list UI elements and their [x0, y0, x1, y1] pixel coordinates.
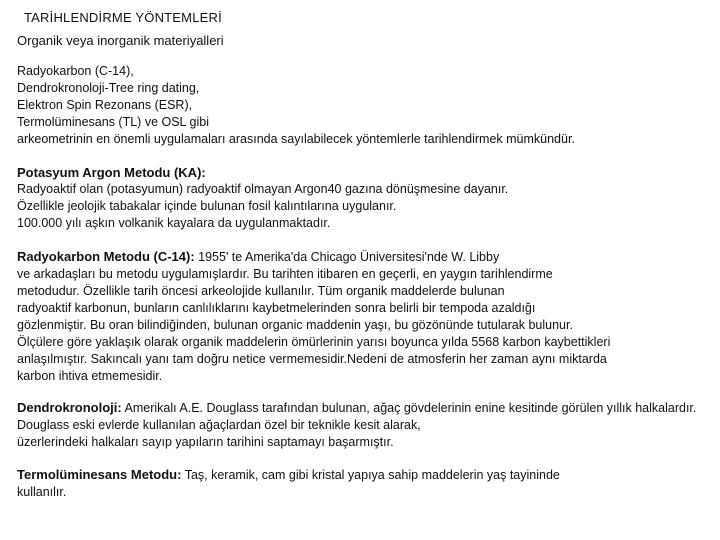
intro-line: Radyokarbon (C-14),	[17, 64, 134, 78]
section-line: 100.000 yılı aşkın volkanik kayalara da uygulanmaktadır.	[17, 216, 331, 230]
section-line: Ölçülere göre yaklaşık olarak organik maddelerin ömürlerinin yarısı boyunca yılda 5568 karbon kaybettikleri	[17, 335, 611, 349]
section-lead-text: Taş, keramik, cam gibi kristal yapıya sahip maddelerin yaş tayininde	[181, 468, 560, 482]
section-line: Douglass eski evlerde kullanılan ağaçlardan özel bir teknikle kesit alarak,	[17, 418, 421, 432]
intro-line: Termolüminesans (TL) ve OSL gibi	[17, 115, 209, 129]
section-line: üzerlerindeki halkaları sayıp yapıların tarihini saptamayı başarmıştır.	[17, 435, 394, 449]
section-line: gözlenmiştir. Bu oran bilindiğinden, bulunan organic maddenin yaşı, bu gözönünde tutularak bulunur.	[17, 318, 573, 332]
section-line: karbon ihtiva etmemesidir.	[17, 369, 163, 383]
section-lead-text: 1955' te Amerika'da Chicago Üniversitesi'nde W. Libby	[194, 250, 500, 264]
section-heading: Dendrokronoloji:	[17, 400, 122, 415]
section-thermoluminescence	[17, 466, 717, 501]
section-lead-text: Amerikalı A.E. Douglass tarafından bulunan, ağaç gövdelerinin enine kesitinde görülen yıllık halkalardır.	[121, 401, 697, 415]
section-heading: Potasyum Argon Metodu (KA):	[17, 165, 206, 180]
section-heading: Termolüminesans Metodu:	[17, 467, 182, 482]
section-first-line	[17, 399, 717, 417]
section-line: anlaşılmıştır. Sakıncalı yanı tam doğru netice vermemesidir.Nedeni de atmosferin her zaman aynı miktarda	[17, 352, 607, 366]
intro-line: Elektron Spin Rezonans (ESR),	[17, 98, 193, 112]
section-line: Radyoaktif olan (potasyumun) radyoaktif olmayan Argon40 gazına dönüşmesine dayanır.	[17, 182, 509, 196]
page-title: TARİHLENDİRME YÖNTEMLERİ	[24, 10, 222, 25]
section-line: kullanılır.	[17, 485, 67, 499]
section-line: Özellikle jeolojik tabakalar içinde bulunan fosil kalıntılarına uygulanır.	[17, 199, 397, 213]
section-line: metodudur. Özellikle tarih öncesi arkeolojide kullanılır. Tüm organik maddelerde bulunan	[17, 284, 505, 298]
section-line: radyoaktif karbonun, bunların canlılıklarını kaybetmelerinden sonra belirli bir tempoda azaldığı	[17, 301, 536, 315]
section-radiocarbon	[17, 248, 717, 385]
section-heading: Radyokarbon Metodu (C-14):	[17, 249, 195, 264]
page-subtitle: Organik veya inorganik materiyalleri	[17, 33, 224, 48]
intro-methods-list	[17, 63, 717, 148]
section-line: ve arkadaşları bu metodu uygulamışlardır. Bu tarihten itibaren en geçerli, en yaygın tarihlendirme	[17, 267, 553, 281]
section-potassium-argon	[17, 164, 717, 232]
section-dendrochronology	[17, 399, 717, 451]
section-first-line	[17, 466, 717, 484]
intro-line: Dendrokronoloji-Tree ring dating,	[17, 81, 200, 95]
intro-line: arkeometrinin en önemli uygulamaları arasında sayılabilecek yöntemlerle tarihlendirmek mümkündür.	[17, 132, 575, 146]
section-first-line	[17, 248, 717, 266]
